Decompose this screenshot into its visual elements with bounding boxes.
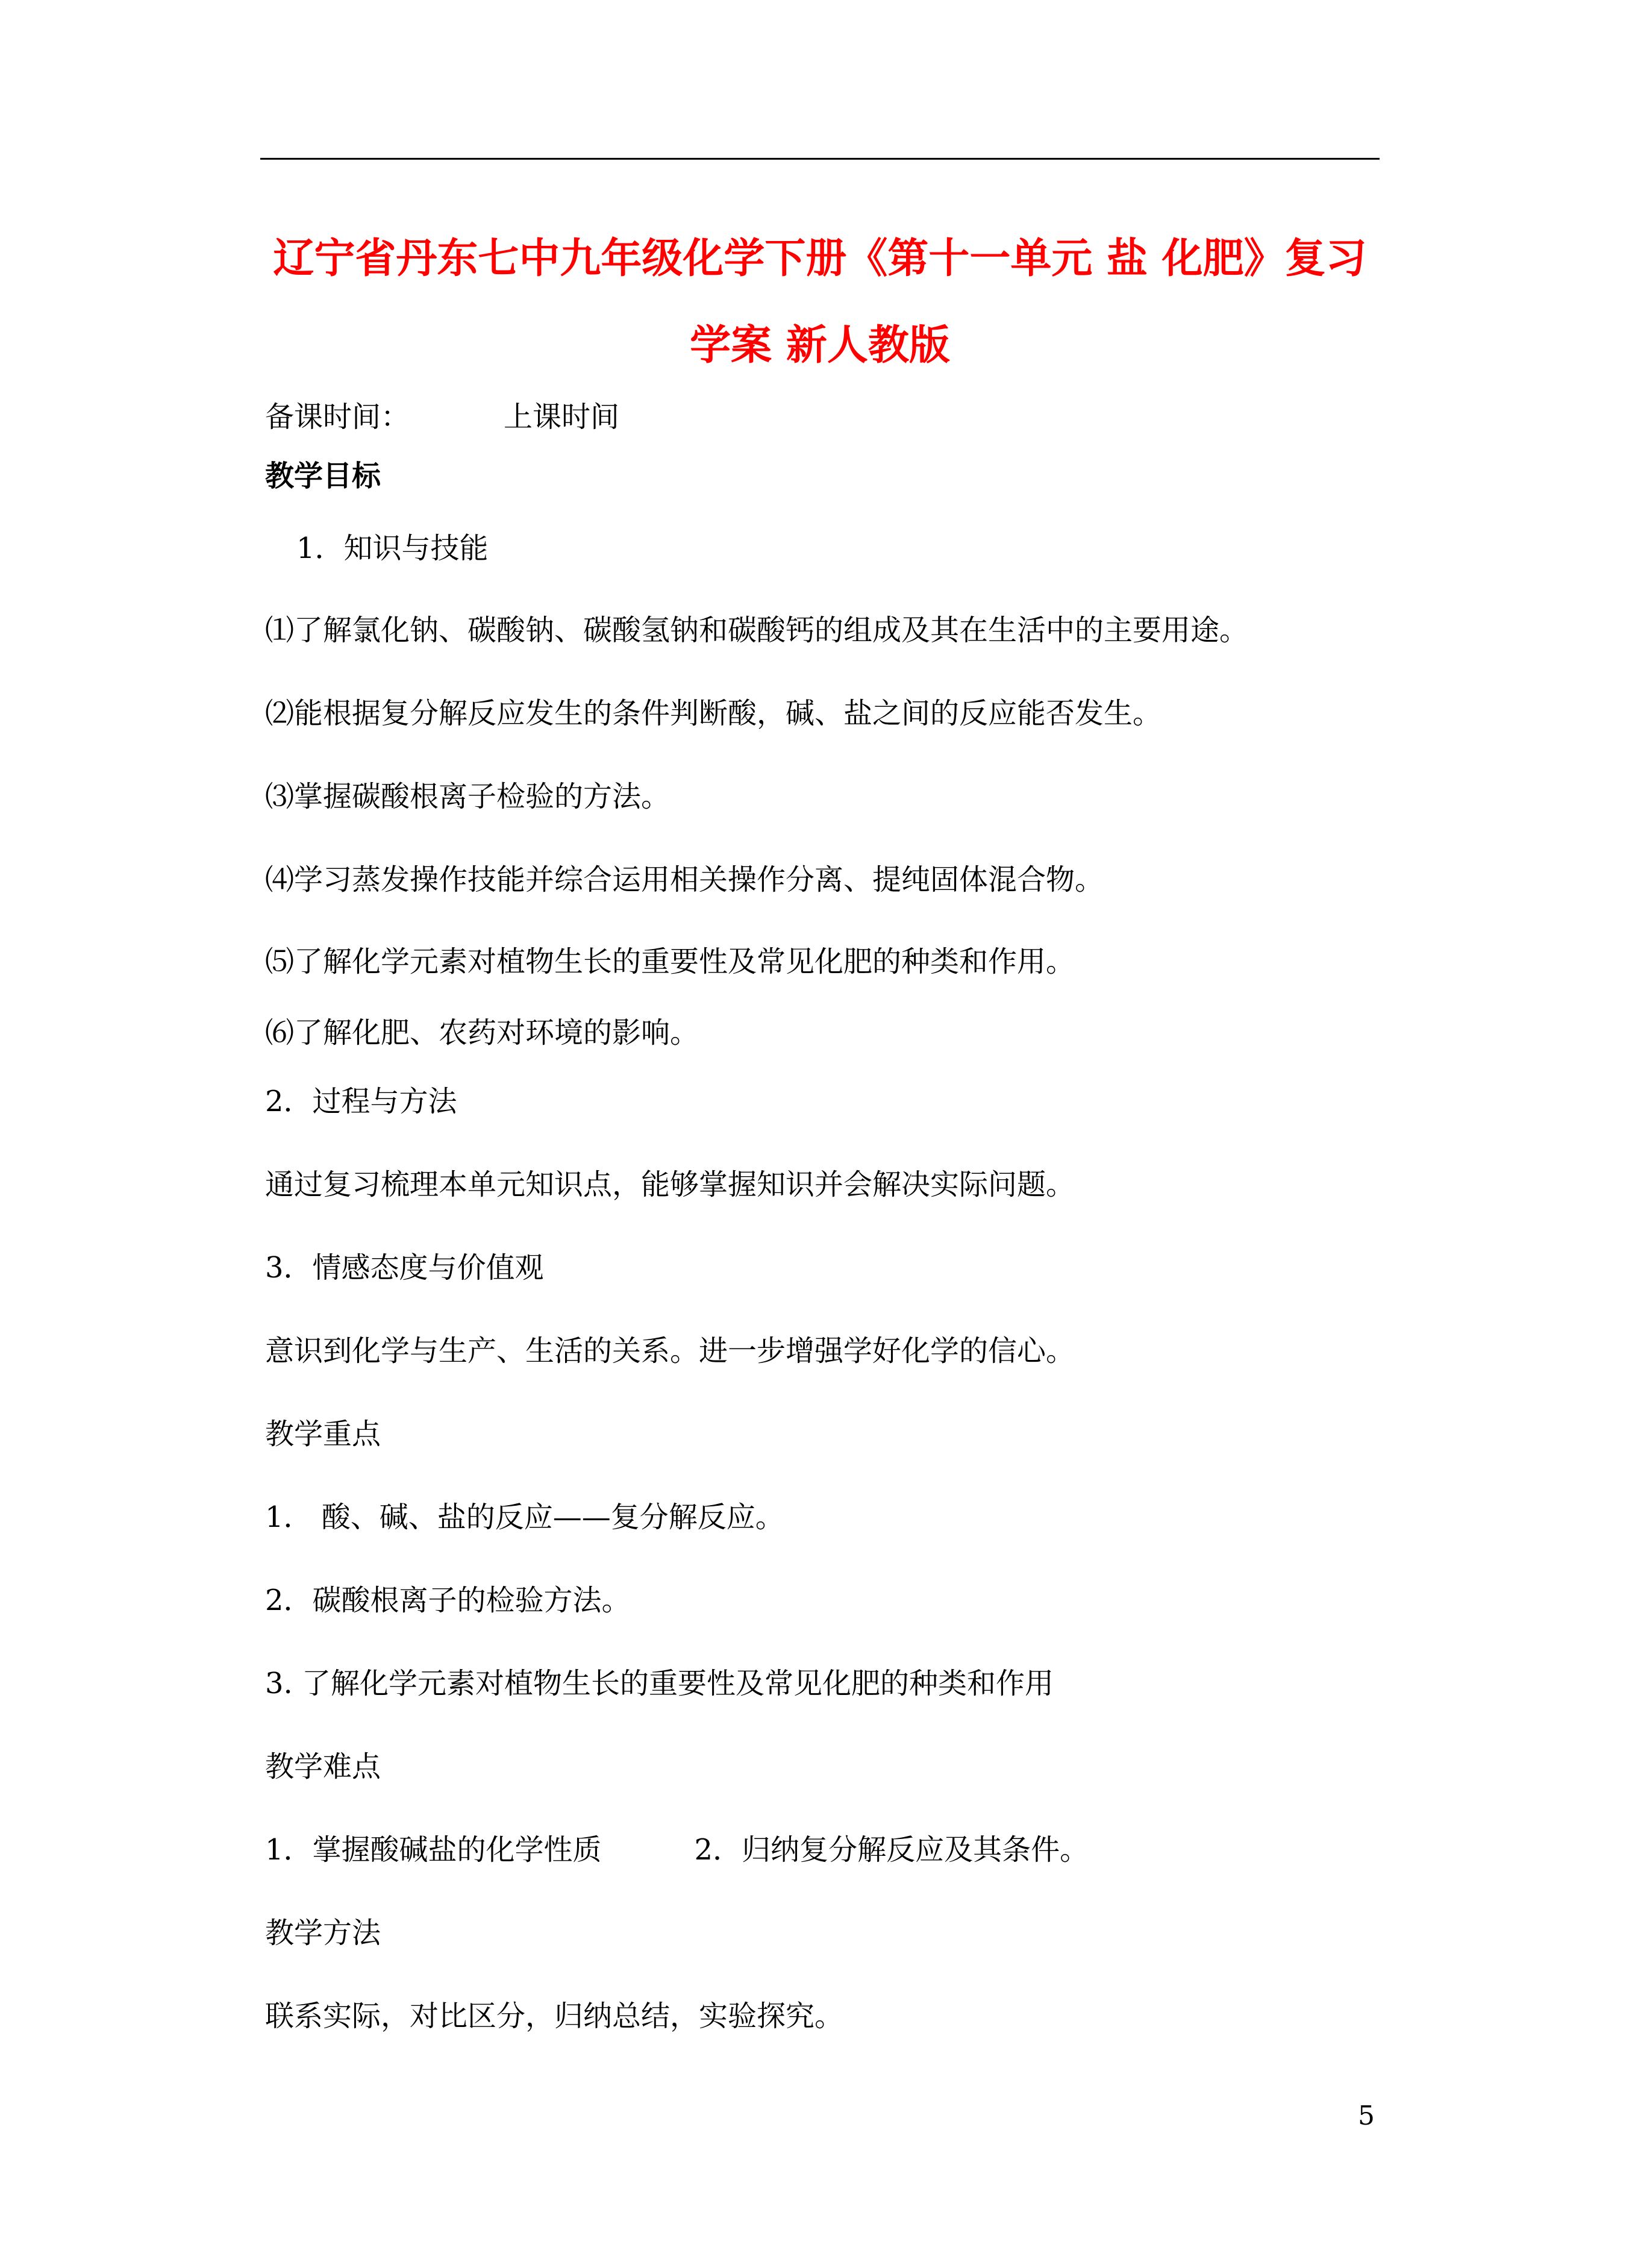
key-point-3: 3. 了解化学元素对植物生长的重要性及常见化肥的种类和作用 [265, 1667, 1054, 1700]
document-title-line1: 辽宁省丹东七中九年级化学下册《第十一单元 盐 化肥》复习 [273, 235, 1367, 283]
goal1-item-4: ⑷学习蒸发操作技能并综合运用相关操作分离、提纯固体混合物。 [265, 863, 1104, 897]
key-point-2: 2．碳酸根离子的检验方法。 [265, 1584, 631, 1617]
methods-heading: 教学方法 [265, 1916, 381, 1950]
goal1-item-3: ⑶掌握碳酸根离子检验的方法。 [265, 780, 671, 813]
goal1-item-5: ⑸了解化学元素对植物生长的重要性及常见化肥的种类和作用。 [265, 945, 1075, 979]
goal3-heading: 3．情感态度与价值观 [265, 1251, 544, 1285]
document-title-line2: 学案 新人教版 [690, 322, 950, 369]
difficulty-1: 1．掌握酸碱盐的化学性质 [265, 1833, 602, 1867]
key-points-heading: 教学重点 [265, 1417, 381, 1451]
goal2-heading: 2．过程与方法 [265, 1085, 457, 1118]
header-rule [260, 158, 1380, 160]
teaching-goals-heading: 教学目标 [265, 459, 381, 493]
prep-time-label: 备课时间： [265, 400, 410, 434]
goal1-heading: 1．知识与技能 [296, 531, 489, 565]
goal1-item-6: ⑹了解化肥、农药对环境的影响。 [265, 1016, 699, 1050]
page-number: 5 [1358, 2100, 1375, 2131]
goal3-text: 意识到化学与生产、生活的关系。进一步增强学好化学的信心。 [265, 1334, 1075, 1368]
goal2-text: 通过复习梳理本单元知识点，能够掌握知识并会解决实际问题。 [265, 1168, 1075, 1201]
class-time-label: 上课时间 [504, 400, 620, 434]
goal1-item-1: ⑴了解氯化钠、碳酸钠、碳酸氢钠和碳酸钙的组成及其在生活中的主要用途。 [265, 613, 1249, 647]
goal1-item-2: ⑵能根据复分解反应发生的条件判断酸，碱、盐之间的反应能否发生。 [265, 697, 1162, 730]
difficulties-heading: 教学难点 [265, 1750, 381, 1784]
time-row [265, 400, 620, 434]
difficulty-2: 2．归纳复分解反应及其条件。 [694, 1833, 1089, 1867]
methods-text: 联系实际，对比区分，归纳总结，实验探究。 [265, 1999, 844, 2033]
key-point-1: 1． 酸、碱、盐的反应——复分解反应。 [265, 1500, 784, 1534]
difficulties-row [265, 1833, 1089, 1867]
